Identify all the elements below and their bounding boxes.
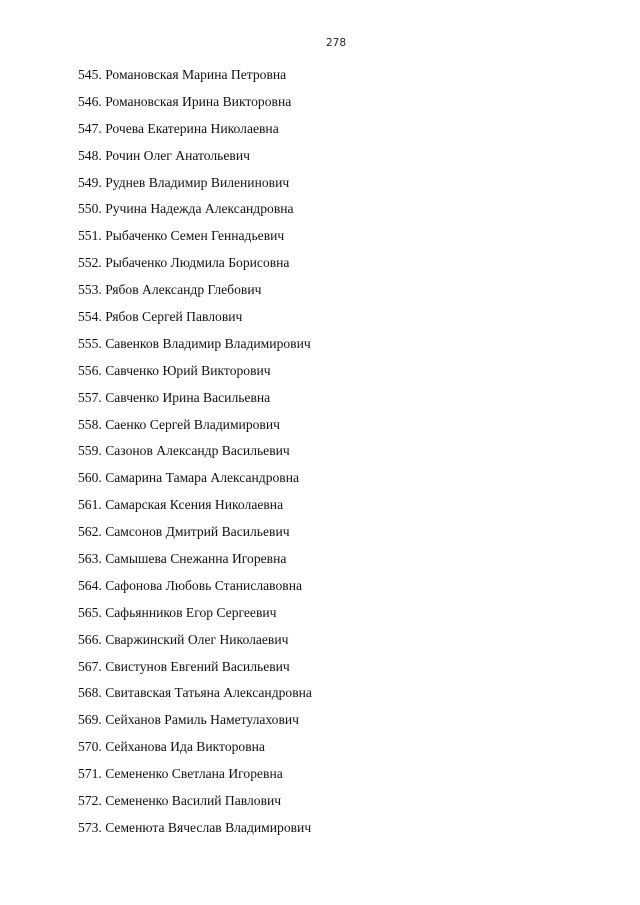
list-item: 564. Сафонова Любовь Станиславовна xyxy=(78,577,303,593)
list-item: 546. Романовская Ирина Викторовна xyxy=(78,93,292,109)
list-item: 545. Романовская Марина Петровна xyxy=(78,67,287,82)
list-item: 562. Самсонов Дмитрий Васильевич xyxy=(78,524,290,540)
list-item: 548. Рочин Олег Анатольевич xyxy=(78,147,250,163)
list-item: 563. Самышева Снежанна Игоревна xyxy=(78,551,287,567)
list-item: 553. Рябов Александр Глебович xyxy=(78,282,262,298)
list-item: 569. Сейханов Рамиль Наметулахович xyxy=(78,712,299,728)
list-item: 555. Савенков Владимир Владимирович xyxy=(78,335,311,351)
list-item: 565. Сафьянников Егор Сергеевич xyxy=(78,604,277,620)
list-item: 550. Ручина Надежда Александровна xyxy=(78,201,294,217)
list-item: 554. Рябов Сергей Павлович xyxy=(78,309,243,325)
list-item: 571. Семененко Светлана Игоревна xyxy=(78,766,283,782)
list-item: 552. Рыбаченко Людмила Борисовна xyxy=(78,255,290,271)
list-item: 549. Руднев Владимир Виленинович xyxy=(78,174,290,190)
list-item: 560. Самарина Тамара Александровна xyxy=(78,470,300,486)
list-item: 573. Семенюта Вячеслав Владимирович xyxy=(78,819,312,835)
list-item: 566. Сваржинский Олег Николаевич xyxy=(78,631,289,647)
list-item: 557. Савченко Ирина Васильевна xyxy=(78,389,271,405)
list-item: 561. Самарская Ксения Николаевна xyxy=(78,497,284,513)
page-number: 278 xyxy=(325,37,347,49)
list-item: 551. Рыбаченко Семен Геннадьевич xyxy=(78,228,285,244)
list-item: 547. Рочева Екатерина Николаевна xyxy=(78,120,279,136)
list-item: 559. Сазонов Александр Васильевич xyxy=(78,443,290,459)
list-item: 570. Сейханова Ида Викторовна xyxy=(78,739,265,755)
name-list xyxy=(78,66,312,846)
list-item: 568. Свитавская Татьяна Александровна xyxy=(78,685,312,701)
list-item: 556. Савченко Юрий Викторович xyxy=(78,362,271,378)
list-item: 572. Семененко Василий Павлович xyxy=(78,793,282,809)
list-item: 558. Саенко Сергей Владимирович xyxy=(78,416,280,432)
list-item: 567. Свистунов Евгений Васильевич xyxy=(78,658,290,674)
